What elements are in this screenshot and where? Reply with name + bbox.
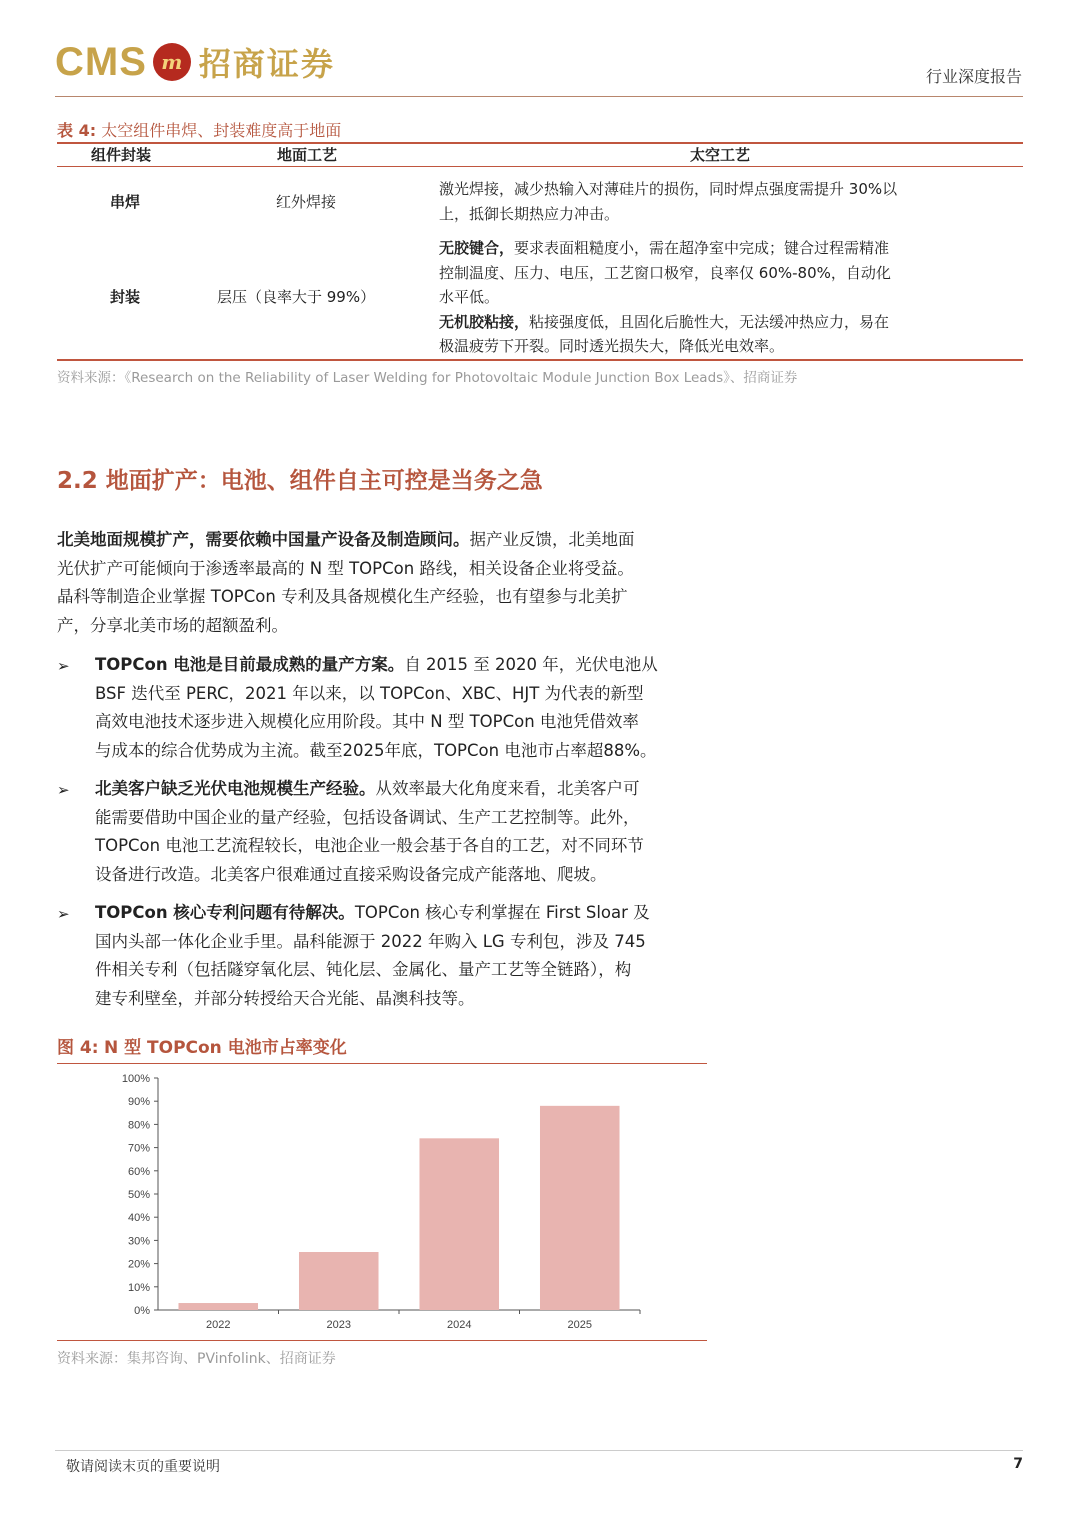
figure-source: 资料来源：集邦咨询、PVinfolink、招商证券: [57, 1351, 336, 1367]
figure-caption: [57, 1033, 347, 1058]
bar-2022: [178, 1303, 258, 1310]
bar-2024: [419, 1138, 499, 1310]
table-caption: [57, 118, 341, 141]
intro-paragraph: 北美地面规模扩产，需要依赖中国量产设备及制造顾问。据产业反馈，北美地面 光伏扩产可能倾向于渗透率最高的 N 型 TOPCon 路线，相关设备企业将受益。 晶科等制造企业掌握 TOPCon 专利及具备规模化生产经验，也有望参与北美扩 产，分享北美市场的超额盈利。: [57, 530, 635, 635]
footer-divider: [55, 1450, 1023, 1451]
y-tick-label: 80%: [127, 1119, 150, 1132]
section-title: 2.2 地面扩产：电池、组件自主可控是当务之急: [57, 468, 543, 494]
y-tick-label: 60%: [127, 1165, 150, 1178]
logo-emblem-icon: m: [153, 43, 191, 81]
y-tick-label: 40%: [127, 1212, 150, 1225]
y-tick-label: 10%: [127, 1281, 150, 1294]
bullet-arrow-icon: ➢: [57, 905, 70, 923]
bullet-paragraph: 北美客户缺乏光伏电池规模生产经验。从效率最大化角度来看，北美客户可 能需要借助中国企业的量产经验，包括设备调试、生产工艺控制等。此外， TOPCon 电池工艺流程较长，电池企业一般会基于各自的工艺，对不同环节 设备进行改造。北美客户很难通过直接采购设备完成产能落地、爬坡。: [95, 779, 644, 884]
report-type: 行业深度报告: [925, 67, 1022, 86]
topcon-share-bar-chart: [57, 1064, 707, 1339]
y-tick-label: 70%: [127, 1142, 150, 1155]
table-source: 资料来源：《Research on the Reliability of Laser Welding for Photovoltaic Module Junction Box Leads》、招商证券: [57, 370, 798, 386]
y-tick-label: 100%: [121, 1073, 150, 1085]
x-tick-label: 2023: [326, 1319, 351, 1331]
x-tick-label: 2024: [447, 1319, 472, 1331]
x-tick-label: 2022: [206, 1319, 231, 1331]
table-header-cell: 地面工艺: [277, 146, 338, 164]
figure-caption-text: N 型 TOPCon 电池市占率变化: [103, 1038, 347, 1058]
bullet-arrow-icon: ➢: [57, 781, 70, 799]
table-bottom-rule: [57, 359, 1023, 361]
page-number: 7: [1013, 1456, 1023, 1472]
y-tick-label: 20%: [127, 1258, 150, 1271]
y-tick-label: 0%: [134, 1305, 150, 1317]
bar-2023: [299, 1252, 379, 1310]
table-header-cell: 太空工艺: [690, 146, 751, 164]
header-divider: [55, 96, 1023, 97]
table-caption-text: 太空组件串焊、封装难度高于地面: [101, 121, 342, 140]
company-logo: [55, 40, 335, 84]
table-cell-space: 无胶键合，要求表面粗糙度小，需在超净室中完成；键合过程需精准 控制温度、压力、电压，工艺窗口极窄，良率仅 60%-80%，自动化 水平低。 无机胶粘接，粘接强度低，且固化后脆性大，无法缓冲热应力，易在 极温疲劳下开裂。同时透光损失大，降低光电效率。: [439, 239, 891, 355]
table-header-cell: 组件封装: [91, 146, 152, 164]
table-cell-ground: 层压（良率大于 99%）: [217, 288, 376, 306]
table-cell-space: 激光焊接，减少热输入对薄硅片的损伤，同时焊点强度需提升 30%以 上，抵御长期热应力冲击。: [439, 180, 898, 223]
table-cell-name: 串焊: [110, 193, 141, 211]
y-tick-label: 30%: [127, 1235, 150, 1248]
logo-chinese: 招商证券: [198, 45, 335, 83]
bullet-paragraph: TOPCon 核心专利问题有待解决。TOPCon 核心专利掌握在 First Sloar 及 国内头部一体化企业手里。晶科能源于 2022 年购入 LG 专利包，涉及 745 件相关专利（包括隧穿氧化层、钝化层、金属化、量产工艺等全链路），构 建专利壁垒，并部分转授给天合光能、晶澳科技等。: [95, 903, 650, 1008]
bar-2025: [540, 1106, 620, 1310]
figure-bottom-rule: [57, 1340, 707, 1341]
table-caption-label: 表 4:: [57, 121, 97, 140]
table-header-rule: [57, 166, 1023, 167]
figure-caption-label: 图 4:: [57, 1038, 99, 1058]
table-top-rule: [57, 142, 1023, 144]
bullet-arrow-icon: ➢: [57, 657, 70, 675]
y-tick-label: 50%: [127, 1189, 150, 1201]
footer-note: 敬请阅读末页的重要说明: [66, 1459, 220, 1475]
y-tick-label: 90%: [127, 1096, 150, 1109]
logo-latin: CMS: [55, 39, 147, 84]
bullet-paragraph: TOPCon 电池是目前最成熟的量产方案。自 2015 至 2020 年，光伏电池从 BSF 迭代至 PERC，2021 年以来，以 TOPCon、XBC、HJT 为代表的新型 高效电池技术逐步进入规模化应用阶段。其中 N 型 TOPCon 电池凭借效率 与成本的综合优势成为主流。截至2025年底，TOPCon 电池市占率超88%。: [95, 655, 658, 760]
table-cell-name: 封装: [110, 288, 141, 306]
table-cell-ground: 红外焊接: [276, 193, 337, 211]
x-tick-label: 2025: [567, 1319, 592, 1331]
